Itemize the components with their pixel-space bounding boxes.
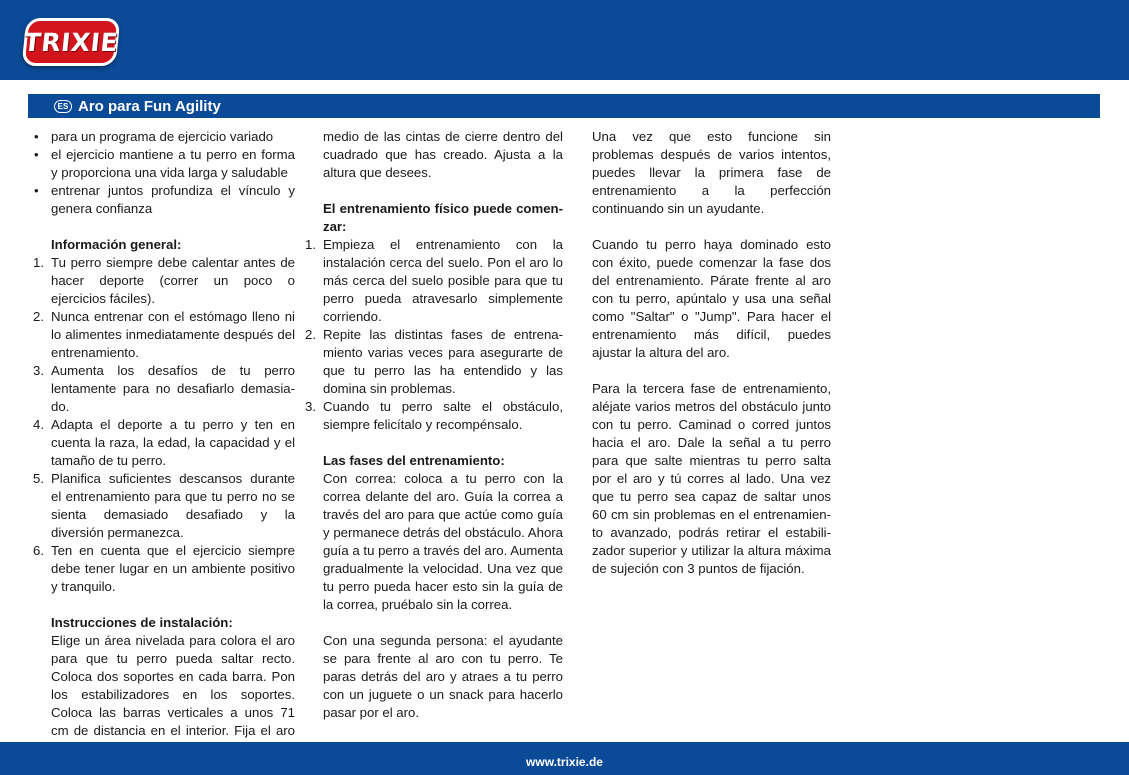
phase-paragraph: Una vez que esto funcione sin problemas después de varios intentos, puedes llevar la primera fase de entrenamiento a la perfección continuando sin un ayudante. xyxy=(592,129,831,216)
list-item: • para un programa de ejercicio variado xyxy=(33,128,295,146)
training-heading: El entrenamiento físico puede comen-zar: xyxy=(323,201,563,234)
list-item: 3. Aumenta los desafíos de tu perro lentamente para no desafiarlo demasia-do. xyxy=(33,363,295,414)
list-item: 6. Ten en cuenta que el ejercicio siempre debe tener lugar en un ambiente positivo y tranquilo. xyxy=(33,543,295,594)
list-item: 1. Tu perro siempre debe calentar antes de hacer deporte (correr un poco o ejercicios fáciles). xyxy=(33,255,295,306)
list-item: 4. Adapta el deporte a tu perro y ten en cuenta la raza, la edad, la capacidad y el tamaño de tu perro. xyxy=(33,417,295,468)
language-badge: ES xyxy=(54,100,72,113)
logo-text: TRIXIE xyxy=(22,27,120,57)
list-item: • entrenar juntos profundiza el vínculo y genera confianza xyxy=(33,182,295,218)
website-link[interactable]: www.trixie.de xyxy=(526,754,603,769)
installation-text-continued: medio de las cintas de cierre dentro del cuadrado que has creado. Ajusta a la altura que desees. xyxy=(323,129,563,180)
header-bar xyxy=(0,0,1129,80)
list-item: 3. Cuando tu perro salte el obstáculo, siempre felicítalo y recompénsalo. xyxy=(305,399,563,432)
list-item: 2. Nunca entrenar con el estómago lleno ni lo alimentes inmediatamente después del entrenamiento. xyxy=(33,309,295,360)
list-item: 5. Planifica suficientes descansos durante el entrenamiento para que tu perro no se sienta demasiado desafiado y la diversión permanezca. xyxy=(33,471,295,540)
general-info-heading: Información general: xyxy=(51,237,182,252)
benefits-list xyxy=(33,128,295,218)
list-item: 2. Repite las distintas fases de entrena-miento varias veces para asegurarte de que tu perro las ha entendido y las domina sin problemas. xyxy=(305,327,563,396)
phase-leash-text: Con correa: coloca a tu perro con la correa delante del aro. Guía la correa a través del aro para que actúe como guía y permanece detrás del obstáculo. Ahora guía a tu perro a través del aro. Aumenta gradualmente la velocidad. Una vez que tu perro pueda hacer esto sin la guía de la correa, pruébalo sin la correa. xyxy=(323,471,563,612)
section-title-bar xyxy=(28,94,1100,118)
column-3 xyxy=(592,128,831,578)
column-2 xyxy=(305,128,563,722)
installation-heading: Instrucciones de instalación: xyxy=(51,615,233,630)
page-title: Aro para Fun Agility xyxy=(78,97,221,115)
trixie-logo[interactable] xyxy=(21,18,120,66)
phases-heading: Las fases del entrenamiento: xyxy=(323,453,505,468)
phase-second-person-text: Con una segunda persona: el ayudante se para frente al aro con tu perro. Te paras detrás del aro y atraes a tu perro con un juguete o un snack para hacerlo pasar por el aro. xyxy=(323,633,563,720)
installation-text: Elige un área nivelada para colora el aro para que tu perro pueda saltar recto. Coloca dos soportes en cada barra. Pon los estabilizadores en los soportes. Coloca las barras verticales a unos 71 cm de distancia en el interior. Fija el aro xyxy=(51,633,295,738)
list-item: • el ejercicio mantiene a tu perro en forma y proporciona una vida larga y saludable xyxy=(33,146,295,182)
footer-bar xyxy=(0,742,1129,775)
phase-paragraph: Para la tercera fase de entrenamiento, aléjate varios metros del obstáculo junto con tu perro. Caminad o corred juntos hacia el aro. Dale la señal a tu perro para que salte mientras tu perro salta por el aro y tú corres al lado. Una vez que tu perro sea capaz de saltar unos 60 cm sin problemas en el entrenamien-to avanzado, podrás retirar el estabili-zador superior y utilizar la altura máxima de sujeción con 3 puntos de fijación. xyxy=(592,381,831,576)
list-item: 1. Empieza el entrenamiento con la instalación cerca del suelo. Pon el aro lo más cerca del suelo posible para que tu perro pueda atravesarlo simplemente corriendo. xyxy=(305,237,563,324)
general-info-list xyxy=(33,254,295,596)
phase-paragraph: Cuando tu perro haya dominado esto con éxito, puede comenzar la fase dos del entrenamiento. Párate frente al aro con tu perro, apúntalo y usa una señal como "Saltar" o "Jump". Para hacer el entrenamiento más difícil, puedes ajustar la altura del aro. xyxy=(592,237,831,360)
column-1 xyxy=(33,128,295,758)
training-list xyxy=(305,236,563,434)
